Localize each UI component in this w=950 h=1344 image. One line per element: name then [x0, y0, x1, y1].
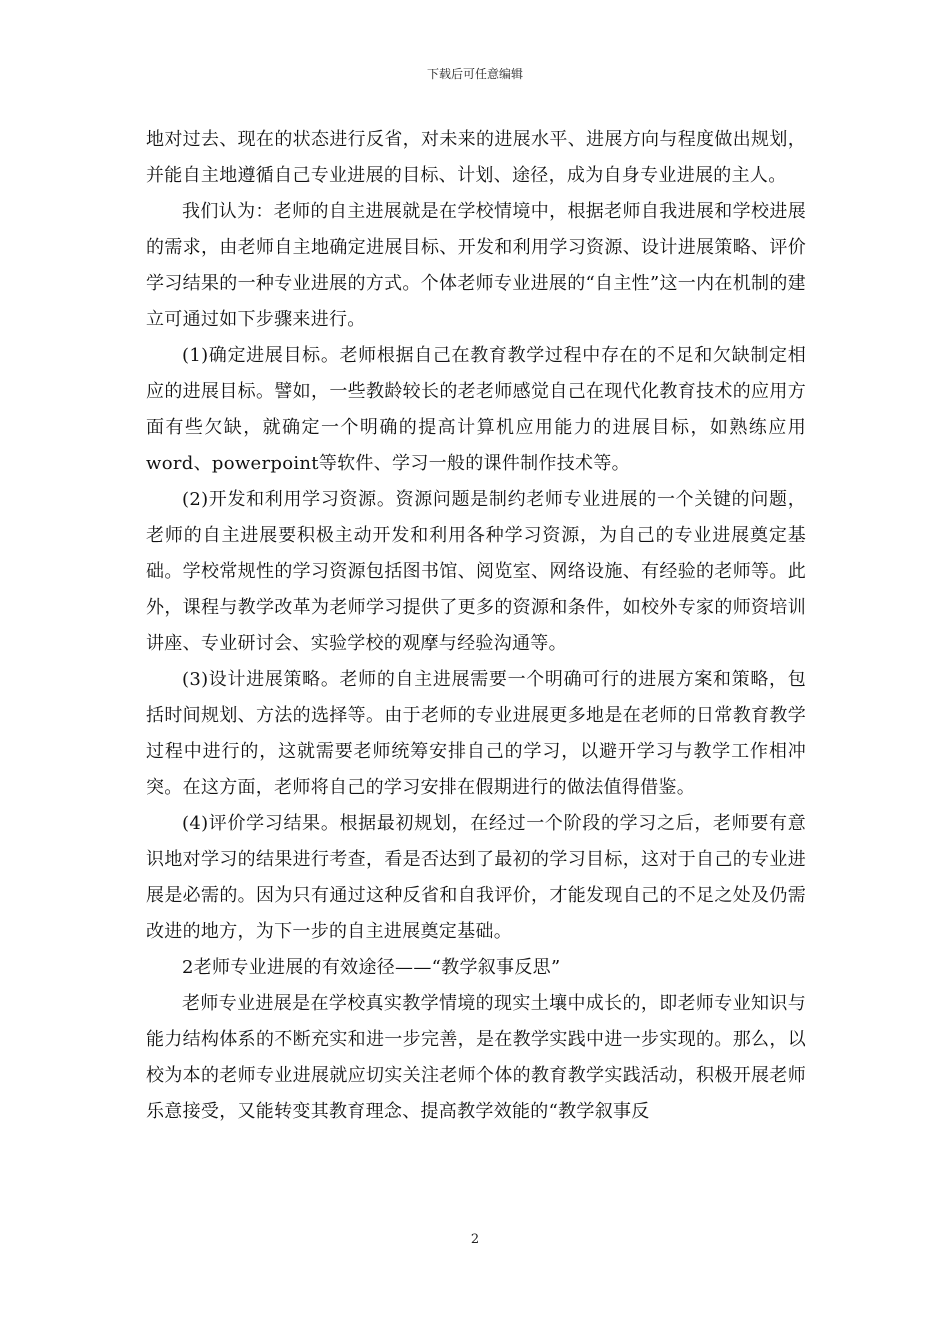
section-heading: 2老师专业进展的有效途径——“教学叙事反思” — [182, 957, 561, 978]
paragraph-definition: 我们认为：老师的自主进展就是在学校情境中，根据老师自我进展和学校进展的需求，由老师自主地确定进展目标、开发和利用学习资源、设计进展策略、评价学习结果的一种专业进展的方式。个体老师专业进展的“自主性”这一内在机制的建立可通过如下步骤来进行。 — [146, 201, 806, 330]
paragraph-section-body: 老师专业进展是在学校真实教学情境的现实土壤中成长的，即老师专业知识与能力结构体系的不断充实和进一步完善，是在教学实践中进一步实现的。那么，以校为本的老师专业进展就应切实关注老师个体的教育教学实践活动，积极开展老师乐意接受，又能转变其教育理念、提高教学效能的“教学叙事反 — [146, 993, 806, 1122]
paragraph-step-3: (3)设计进展策略。老师的自主进展需要一个明确可行的进展方案和策略，包括时间规划、方法的选择等。由于老师的专业进展更多地是在老师的日常教育教学过程中进行的，这就需要老师统筹安排自己的学习，以避开学习与教学工作相冲突。在这方面，老师将自己的学习安排在假期进行的做法值得借鉴。 — [146, 669, 806, 798]
document-body — [146, 122, 806, 1130]
paragraph-step-2: (2)开发和利用学习资源。资源问题是制约老师专业进展的一个关键的问题，老师的自主进展要积极主动开发和利用各种学习资源，为自己的专业进展奠定基础。学校常规性的学习资源包括图书馆、阅览室、网络设施、有经验的老师等。此外，课程与教学改革为老师学习提供了更多的资源和条件，如校外专家的师资培训讲座、专业研讨会、实验学校的观摩与经验沟通等。 — [146, 489, 806, 654]
page-number: 2 — [470, 1232, 480, 1247]
page-header: 下载后可任意编辑 — [426, 67, 523, 81]
paragraph-step-1: (1)确定进展目标。老师根据自己在教育教学过程中存在的不足和欠缺制定相应的进展目标。譬如，一些教龄较长的老老师感觉自己在现代化教育技术的应用方面有些欠缺，就确定一个明确的提高计算机应用能力的进展目标，如熟练应用word、powerpoint等软件、学习一般的课件制作技术等。 — [146, 345, 806, 474]
paragraph-continuation: 地对过去、现在的状态进行反省，对未来的进展水平、进展方向与程度做出规划，并能自主地遵循自己专业进展的目标、计划、途径，成为自身专业进展的主人。 — [146, 129, 806, 186]
paragraph-step-4: (4)评价学习结果。根据最初规划，在经过一个阶段的学习之后，老师要有意识地对学习的结果进行考查，看是否达到了最初的学习目标，这对于自己的专业进展是必需的。因为只有通过这种反省和自我评价，才能发现自己的不足之处及仍需改进的地方，为下一步的自主进展奠定基础。 — [146, 813, 806, 942]
